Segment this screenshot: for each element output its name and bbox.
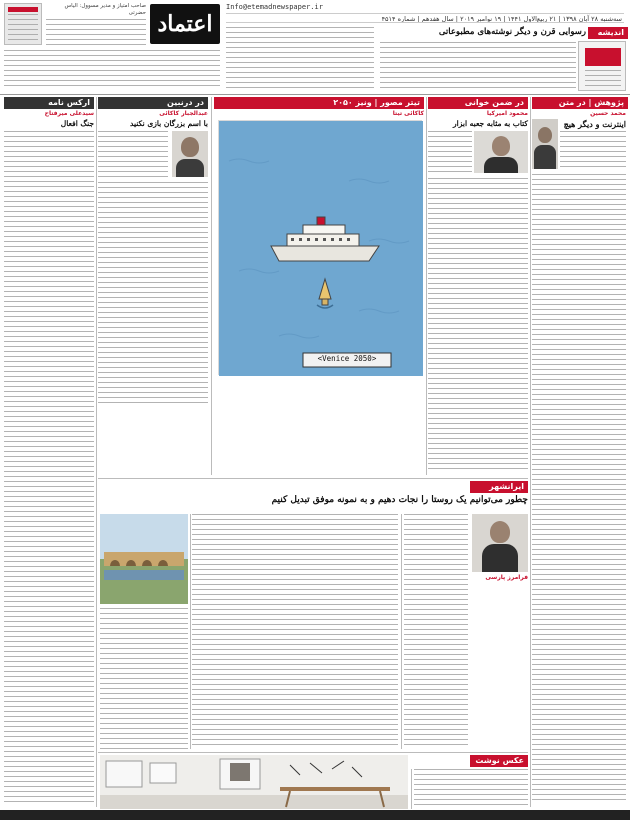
elders-headline: با اسم بزرگان بازی نکنید [130,119,208,128]
village-byline: فرامرز پارسی [485,574,528,581]
masthead-meta: صاحب امتیاز و مدیر مسوول: الیاس حضرتی [46,3,146,45]
book-intro [428,131,472,173]
masthead [0,0,630,95]
cartoon-image [218,120,422,375]
archive-body [4,131,94,806]
internet-byline: محمد حسین [590,110,626,117]
section-label-art: عکس نوشت [470,755,528,767]
masthead-text-middle [226,27,374,90]
elders-body [98,182,208,404]
cartoon-caption: <Venice 2050> [317,354,377,363]
village-body-left [100,608,188,749]
section-label-elders: در درنبین [98,97,208,109]
section-label-internet: پژوهش | در متن [532,97,628,109]
book-headline: کتاب به مثابه جعبه ابزار [453,119,528,128]
village-body-right [404,514,468,749]
elders-byline: عبدالجبار کاکائی [159,110,208,117]
art-body [414,769,528,809]
book-cover [578,41,626,91]
section-label-cartoon: تیتر مصور | ونیز ۲۰۵۰ [214,97,424,109]
internet-body [532,174,626,804]
art-photo [100,755,408,809]
archive-byline: سیدعلی میرفتاح [44,110,94,117]
front-page-thumbnail [4,3,42,45]
village-headline: چطور می‌توانیم یک روستا را نجات دهیم و به نمونه موفق تبدیل کنیم [271,495,528,505]
book-byline: محمود امیرکیا [486,110,528,117]
newspaper-logo: اعتماد [150,4,220,44]
right-section-label: اندیشه [588,27,628,39]
village-author-photo [472,514,528,572]
archive-headline: جنگ افعال [60,119,94,128]
section-label-village: ایرانشهر [470,481,528,493]
internet-author-photo [532,119,558,169]
internet-headline: اینترنت و دیگر هیچ [563,119,626,129]
village-body-center [192,514,398,749]
masthead-text-right [380,42,576,90]
elders-intro [98,131,168,177]
dateline: سه‌شنبه ۲۸ آبان ۱۳۹۸ | ۲۱ ربیع‌الاول ۱۴۴۱ | ۱۹ نوامبر ۲۰۱۹ | سال هفدهم | شماره ۴۵۱۴ [226,13,624,23]
site-email[interactable]: Info@etemadnewspaper.ir [226,3,323,11]
footer-bar [0,810,630,820]
section-label-book: در ضمن خوانی [428,97,528,109]
right-headline: رسوایی قرن و دیگر نوشته‌های مطبوعاتی [438,27,586,37]
cartoon-artist: کاکائی تیتا [392,110,424,117]
masthead-text-left [4,50,220,88]
village-photo-bridge [100,514,188,604]
internet-intro [560,131,626,169]
book-body [428,178,528,473]
book-author-photo [474,131,528,173]
section-label-archive: ارکس نامه [4,97,94,109]
elders-author-photo [172,131,208,177]
